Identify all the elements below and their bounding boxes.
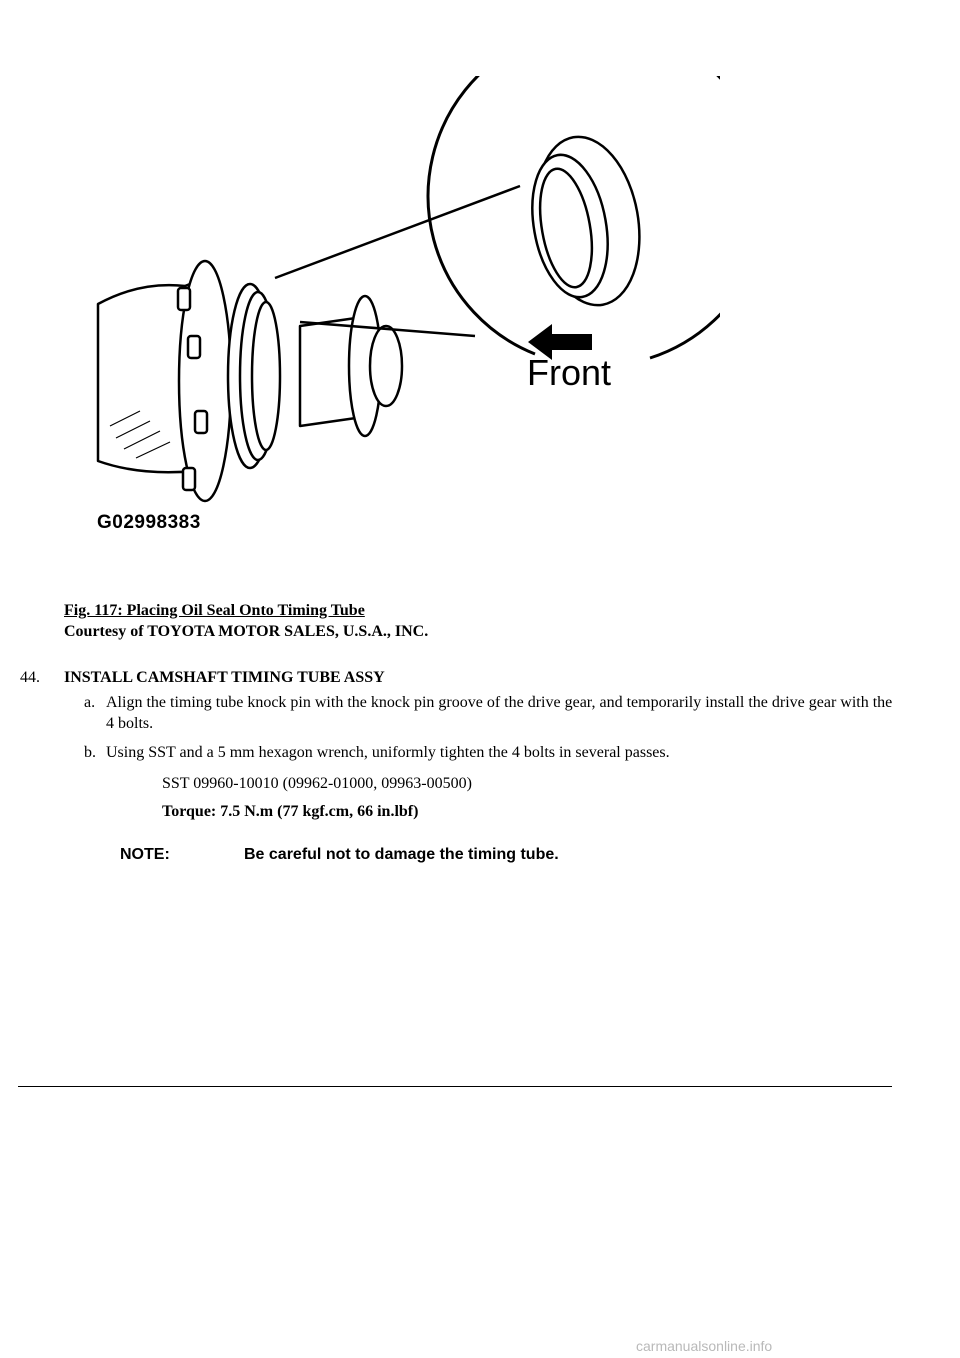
substep-label: a. bbox=[84, 694, 96, 711]
page-divider bbox=[18, 1086, 892, 1087]
torque-spec: Torque: 7.5 N.m (77 kgf.cm, 66 in.lbf) bbox=[162, 803, 419, 820]
note-text: Be careful not to damage the timing tube. bbox=[244, 846, 559, 863]
substep-a bbox=[84, 692, 894, 734]
figure-code: G02998383 bbox=[97, 512, 201, 533]
substep-text: Align the timing tube knock pin with the knock pin groove of the drive gear, and temporarily install the drive gear with the 4 bolts. bbox=[106, 694, 893, 732]
figure-courtesy: Courtesy of TOYOTA MOTOR SALES, U.S.A., INC. bbox=[64, 623, 429, 640]
sst-number: SST 09960-10010 (09962-01000, 09963-00500) bbox=[162, 775, 472, 792]
substep-text: Using SST and a 5 mm hexagon wrench, uniformly tighten the 4 bolts in several passes. bbox=[106, 744, 670, 761]
note-box bbox=[120, 846, 559, 864]
step-44 bbox=[20, 667, 900, 688]
step-heading: INSTALL CAMSHAFT TIMING TUBE ASSY bbox=[64, 669, 385, 686]
substep-b bbox=[84, 742, 894, 763]
rear-hub bbox=[370, 326, 402, 406]
figure-caption bbox=[64, 600, 428, 642]
note-label: NOTE: bbox=[120, 846, 170, 863]
substep-label: b. bbox=[84, 744, 96, 761]
figure-title[interactable]: Fig. 117: Placing Oil Seal Onto Timing Tube bbox=[64, 602, 365, 619]
watermark: carmanualsonline.info bbox=[636, 1338, 773, 1354]
step-number: 44. bbox=[20, 669, 40, 686]
front-label: Front bbox=[527, 352, 612, 393]
timing-tube-figure bbox=[80, 76, 720, 546]
